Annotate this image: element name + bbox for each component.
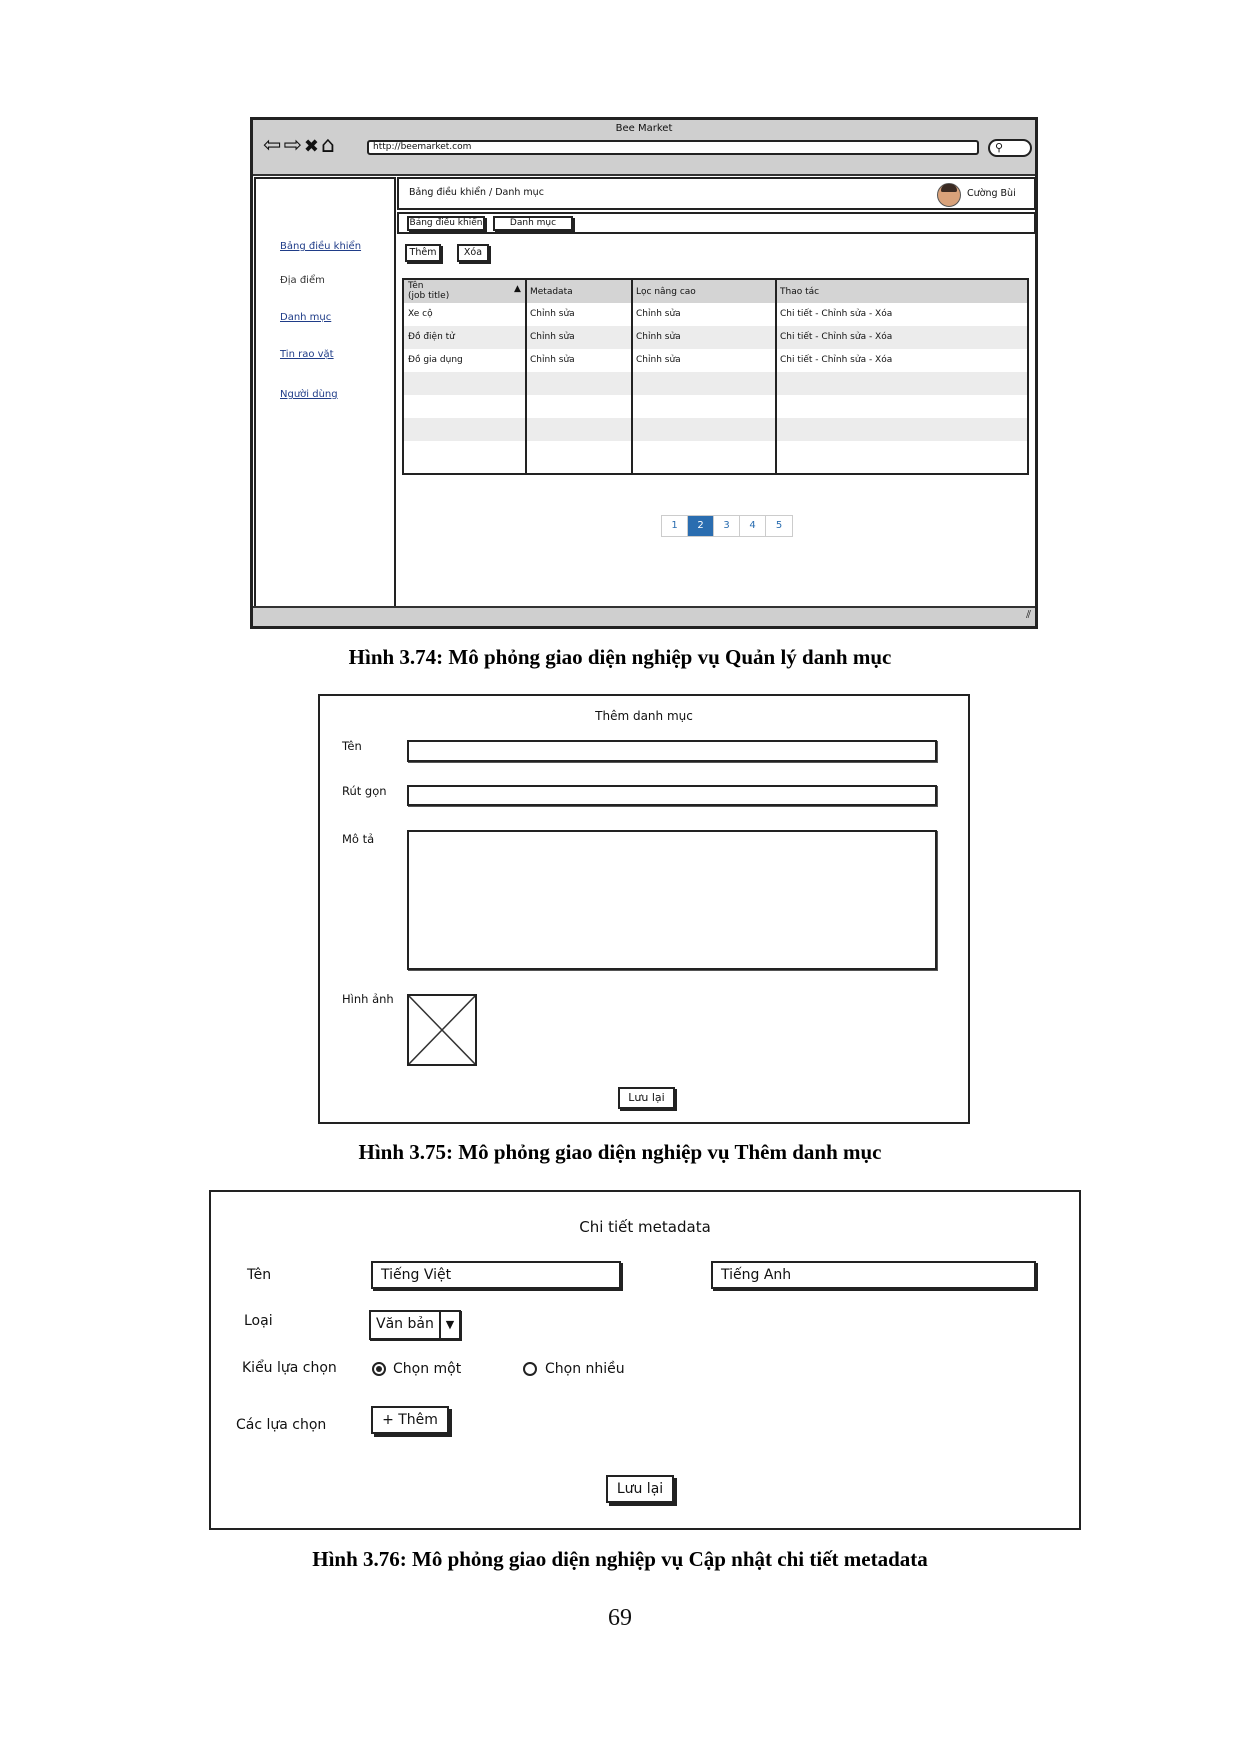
cell-filter[interactable]: Chỉnh sửa — [636, 332, 681, 342]
page-button-5[interactable]: 5 — [766, 516, 792, 536]
avatar[interactable] — [937, 183, 961, 207]
cell-actions[interactable]: Chi tiết - Chỉnh sửa - Xóa — [780, 355, 893, 365]
sidebar-item-dashboard[interactable]: Bảng điều khiển — [280, 241, 362, 252]
column-header-actions: Thao tác — [780, 287, 820, 297]
page-button-3[interactable]: 3 — [714, 516, 740, 536]
add-choice-button[interactable]: + Thêm — [371, 1406, 449, 1434]
table-row — [404, 349, 1027, 372]
label-name: Tên — [342, 739, 362, 753]
search-box[interactable] — [988, 139, 1032, 157]
label-image: Hình ảnh — [342, 992, 394, 1006]
caption-figure-3-74: Hình 3.74: Mô phỏng giao diện nghiệp vụ Quản lý danh mục — [348, 645, 892, 669]
resize-handle-icon[interactable]: ⫽ — [1026, 608, 1031, 621]
name-input[interactable] — [407, 740, 937, 762]
cell-actions[interactable]: Chi tiết - Chỉnh sửa - Xóa — [780, 332, 893, 342]
cell-metadata[interactable]: Chỉnh sửa — [530, 355, 575, 365]
forward-arrow-icon[interactable]: ⇨ — [283, 133, 304, 158]
name-vietnamese-input[interactable]: Tiếng Việt — [371, 1261, 621, 1289]
cell-metadata[interactable]: Chỉnh sửa — [530, 332, 575, 342]
figure-add-category-form — [318, 694, 970, 1124]
tab-dashboard[interactable]: Bảng điều khiển — [407, 216, 485, 231]
table-row-empty — [404, 418, 1027, 441]
cell-name: Đồ điện tử — [408, 332, 455, 342]
radio-single-choice[interactable] — [372, 1362, 386, 1376]
sidebar-item-classifieds[interactable]: Tin rao vặt — [280, 349, 334, 360]
tab-categories[interactable]: Danh mục — [493, 216, 573, 231]
save-button[interactable]: Lưu lại — [618, 1087, 675, 1109]
cell-actions[interactable]: Chi tiết - Chỉnh sửa - Xóa — [780, 309, 893, 319]
cell-filter[interactable]: Chỉnh sửa — [636, 309, 681, 319]
pagination — [661, 515, 793, 537]
label-name: Tên — [247, 1267, 272, 1283]
category-table — [402, 278, 1029, 475]
sort-ascending-icon[interactable]: ▲ — [514, 284, 521, 294]
table-row-empty — [404, 395, 1027, 418]
table-row-empty — [404, 372, 1027, 395]
column-divider — [525, 280, 527, 473]
browser-nav — [263, 135, 337, 158]
sidebar — [254, 177, 396, 609]
cell-name: Đồ gia dụng — [408, 355, 463, 365]
sidebar-item-users[interactable]: Người dùng — [280, 389, 338, 400]
back-arrow-icon[interactable]: ⇦ — [263, 133, 284, 158]
column-header-metadata: Metadata — [530, 287, 573, 297]
sidebar-item-categories[interactable]: Danh mục — [280, 312, 332, 323]
window-title: Bee Market — [615, 123, 673, 134]
figure-category-management — [250, 117, 1038, 629]
cell-name: Xe cộ — [408, 309, 433, 319]
label-choice-kind: Kiểu lựa chọn — [242, 1360, 337, 1376]
radio-multi-choice[interactable] — [523, 1362, 537, 1376]
add-button[interactable]: Thêm — [405, 244, 441, 262]
name-english-input[interactable]: Tiếng Anh — [711, 1261, 1036, 1289]
column-header-name[interactable]: Tên (job title) — [408, 281, 450, 301]
status-bar — [253, 606, 1035, 626]
header-bar — [397, 177, 1036, 210]
url-bar[interactable]: http://beemarket.com — [367, 140, 979, 155]
page-button-4[interactable]: 4 — [740, 516, 766, 536]
browser-titlebar — [253, 120, 1035, 176]
table-header — [404, 280, 1027, 303]
page-button-2[interactable]: 2 — [688, 516, 714, 536]
chevron-down-icon[interactable]: ▼ — [439, 1312, 459, 1338]
column-header-advanced-filter: Lọc nâng cao — [636, 287, 696, 297]
home-icon[interactable]: ⌂ — [320, 133, 337, 158]
type-select-value: Văn bản — [376, 1316, 434, 1332]
description-textarea[interactable] — [407, 830, 937, 970]
radio-single-label: Chọn một — [393, 1361, 462, 1377]
close-icon[interactable]: ✖ — [303, 136, 321, 157]
caption-figure-3-75: Hình 3.75: Mô phỏng giao diện nghiệp vụ Thêm danh mục — [358, 1140, 882, 1164]
label-description: Mô tả — [342, 832, 375, 846]
label-type: Loại — [244, 1313, 273, 1329]
table-row — [404, 326, 1027, 349]
tabs-bar — [397, 212, 1036, 234]
table-row — [404, 303, 1027, 326]
label-short-name: Rút gọn — [342, 784, 387, 798]
image-placeholder-icon[interactable] — [407, 994, 477, 1066]
table-row-empty — [404, 441, 1027, 464]
cell-filter[interactable]: Chỉnh sửa — [636, 355, 681, 365]
column-divider — [631, 280, 633, 473]
user-name[interactable]: Cường Bùi — [967, 188, 1016, 199]
magnifier-icon: ⚲ — [995, 141, 1004, 154]
label-choices: Các lựa chọn — [236, 1417, 327, 1433]
type-select[interactable] — [369, 1310, 461, 1340]
page-button-1[interactable]: 1 — [662, 516, 688, 536]
page-number: 69 — [608, 1605, 632, 1631]
form-title: Thêm danh mục — [595, 709, 693, 723]
delete-button[interactable]: Xóa — [457, 244, 489, 262]
radio-multi-label: Chọn nhiều — [545, 1361, 625, 1377]
form-title: Chi tiết metadata — [579, 1218, 711, 1236]
breadcrumb: Bảng điều khiển / Danh mục — [409, 187, 544, 198]
save-button[interactable]: Lưu lại — [606, 1475, 674, 1503]
figure-metadata-detail — [209, 1190, 1081, 1530]
short-name-input[interactable] — [407, 785, 937, 806]
column-divider — [775, 280, 777, 473]
cell-metadata[interactable]: Chỉnh sửa — [530, 309, 575, 319]
sidebar-item-locations[interactable]: Địa điểm — [280, 275, 325, 286]
caption-figure-3-76: Hình 3.76: Mô phỏng giao diện nghiệp vụ Cập nhật chi tiết metadata — [312, 1547, 928, 1571]
